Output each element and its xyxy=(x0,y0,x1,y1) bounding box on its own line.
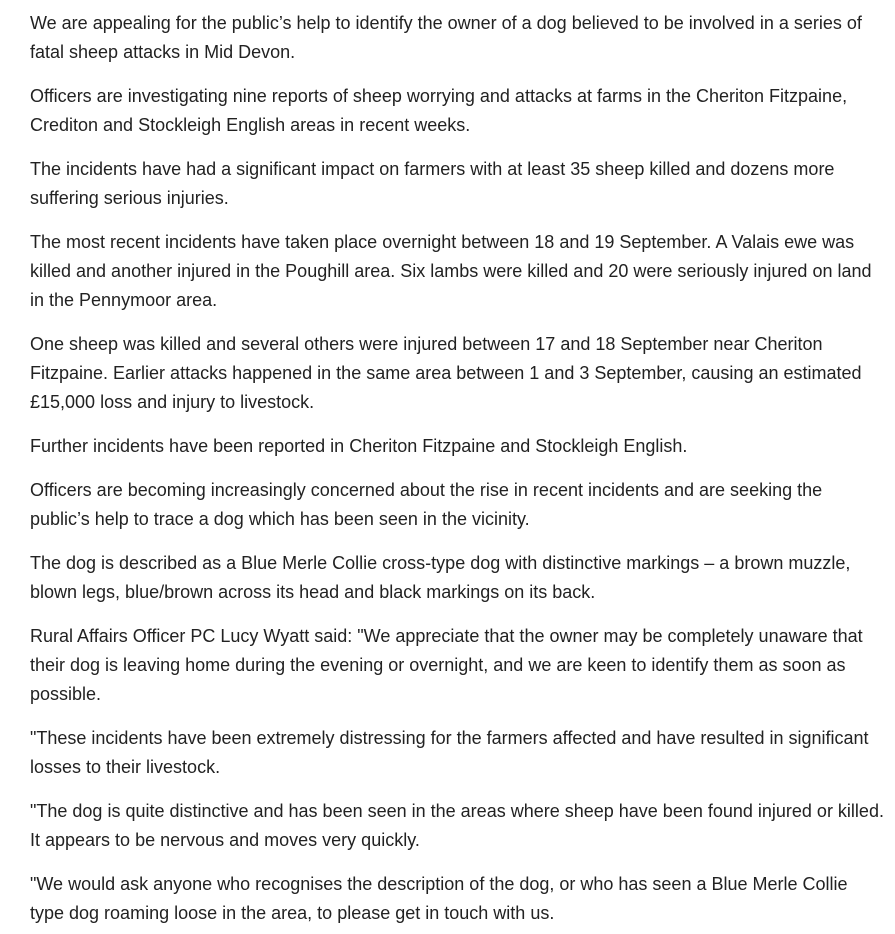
paragraph-earlier-attacks: One sheep was killed and several others were injured between 17 and 18 September near Cheriton Fitzpaine. Earlier attacks happened in the same area between 1 and 3 September, causing an estimated £15,000 loss and injury to livestock. xyxy=(30,334,862,412)
paragraph-dog-description: The dog is described as a Blue Merle Collie cross-type dog with distinctive markings – a brown muzzle, blown legs, blue/brown across its head and black markings on its back. xyxy=(30,553,851,602)
paragraph-investigation: Officers are investigating nine reports of sheep worrying and attacks at farms in the Cheriton Fitzpaine, Crediton and Stockleigh English areas in recent weeks. xyxy=(30,86,848,135)
paragraph-impact: The incidents have had a significant impact on farmers with at least 35 sheep killed and dozens more suffering serious injuries. xyxy=(30,159,835,208)
paragraph-appeal: We are appealing for the public’s help to identify the owner of a dog believed to be involved in a series of fatal sheep attacks in Mid Devon. xyxy=(30,13,862,62)
paragraph-further-incidents: Further incidents have been reported in Cheriton Fitzpaine and Stockleigh English. xyxy=(30,436,688,456)
paragraph-concern: Officers are becoming increasingly concerned about the rise in recent incidents and are seeking the public’s help to trace a dog which has been seen in the vicinity. xyxy=(30,480,823,529)
paragraph-quote-distinctive: "The dog is quite distinctive and has been seen in the areas where sheep have been found injured or killed. It appears to be nervous and moves very quickly. xyxy=(30,801,884,850)
paragraph-recent-incidents: The most recent incidents have taken place overnight between 18 and 19 September. A Valais ewe was killed and another injured in the Poughill area. Six lambs were killed and 20 were seriously injured on land in the Pennymoor area. xyxy=(30,232,872,310)
paragraph-officer-quote: Rural Affairs Officer PC Lucy Wyatt said: "We appreciate that the owner may be completely unaware that their dog is leaving home during the evening or overnight, and we are keen to identify them as soon as possible. xyxy=(30,626,863,704)
paragraph-quote-contact: "We would ask anyone who recognises the description of the dog, or who has seen a Blue Merle Collie type dog roaming loose in the area, to please get in touch with us. xyxy=(30,874,848,923)
paragraph-quote-distressing: "These incidents have been extremely distressing for the farmers affected and have resulted in significant losses to their livestock. xyxy=(30,728,869,777)
